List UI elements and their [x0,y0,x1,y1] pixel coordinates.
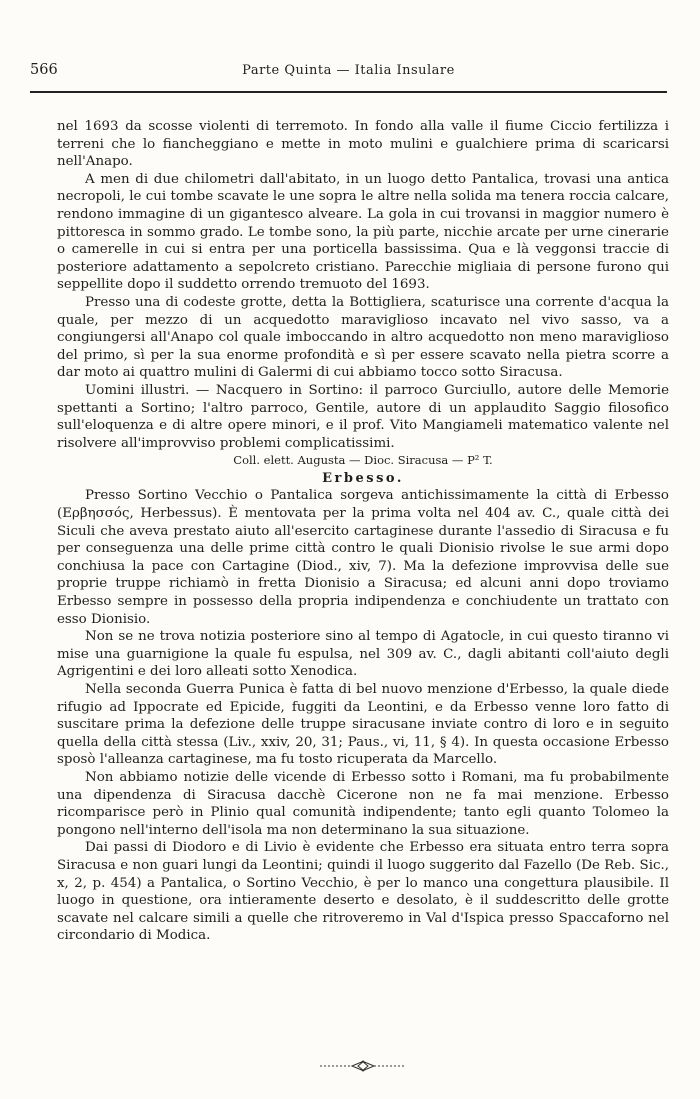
running-head: Parte Quinta — Italia Insulare [242,63,455,78]
paragraph: Dai passi di Diodoro e di Livio è evidente che Erbesso era situata entro terra sopra Siracusa e non guari lungi da Leontini; quindi il luogo suggerito dal Fazello (De Reb. Sic., x, 2, p. 454) a Pantalica, o Sortino Vecchio, è per lo manco una congettura plausibile. Il luogo in questione, ora intieramente deserto e desolato, è il suddescritto delle grotte scavate nel calcare simili a quelle che ritroveremo in Val d'Ispica presso Spaccaforno nel circondario di Modica. [57,840,669,944]
paragraph: Presso Sortino Vecchio o Pantalica sorgeva antichissimamente la città di Erbesso (Ερβησσός, Herbessus). È mentovata per la prima volta nel 404 av. C., quale città dei Siculi che aveva prestato aiuto all'esercito cartaginese durante l'assedio di Siracusa e fu per conseguenza una delle prime città contro le quali Dionisio rivolse le sue armi dopo conchiusa la pace con Cartagine (Diod., xiv, 7). Ma la defezione improvvisa delle sue proprie truppe richiamò in fretta Dionisio a Siracusa; ed alcuni anni dopo troviamo Erbesso sempre in possesso della propria indipendenza e conchiudente un trattato con esso Dionisio. [57,488,669,627]
ornament-icon [318,1057,408,1075]
section-title: Erbesso. [322,470,404,486]
page-number: 566 [30,62,58,78]
paragraph: Uomini illustri. — Nacquero in Sortino: il parroco Gurciullo, autore delle Memorie spettanti a Sortino; l'altro parroco, Gentile, autore di un applaudito Saggio filosofico sull'eloquenza e di altre opere minori, e il prof. Vito Mangiameli matematico valente nel risolvere all'improvviso problemi complicatissimi. [57,382,669,451]
page-header [30,62,667,84]
body-text [57,118,669,945]
paragraph: Nella seconda Guerra Punica è fatta di bel nuovo menzione d'Erbesso, la quale diede rifugio ad Ippocrate ed Epicide, fuggiti da Leontini, e da Erbesso venne loro fatto di suscitare prima la defezione delle truppe siracusane inviate contro di loro e in seguito quella della città stessa (Liv., xxiv, 20, 31; Paus., vi, 11, § 4). In questa occasione Erbesso sposò l'alleanza cartaginese, ma fu tosto ricuperata da Marcello. [57,682,669,768]
credit-line: Coll. elett. Augusta — Dioc. Siracusa — P² T. [233,453,493,468]
paragraph: Presso una di codeste grotte, detta la Bottigliera, scaturisce una corrente d'acqua la quale, per mezzo di un acquedotto maraviglioso incavato nel vivo sasso, va a congiungersi all'Anapo col quale imboccando in altro acquedotto non meno maraviglioso del primo, sì per la sua enorme profondità e sì per essere scavato nella pietra scorre a dar moto ai quattro mulini di Galermi di cui abbiamo tocco sotto Siracusa. [57,294,669,381]
paragraph: Non abbiamo notizie delle vicende di Erbesso sotto i Romani, ma fu probabilmente una dipendenza di Siracusa dacchè Cicerone non ne fa mai menzione. Erbesso ricomparisce però in Plinio qual comunità indipendente; tanto egli quanto Tolomeo la pongono nell'interno dell'isola ma non determinano la sua situazione. [57,769,669,838]
paragraph: nel 1693 da scosse violenti di terremoto. In fondo alla valle il fiume Ciccio fertilizza i terreni che lo fiancheggiano e mette in moto mulini e gualchiere prima di scaricarsi nell'Anapo. [57,119,669,170]
paragraph: A men di due chilometri dall'abitato, in un luogo detto Pantalica, trovasi una antica necropoli, le cui tombe scavate le une sopra le altre nella solida ma tenera roccia calcare, rendono immagine di un gigantesco alveare. La gola in cui trovansi in maggior numero è pittoresca in sommo grado. Le tombe sono, la più parte, nicchie arcate per urne cinerarie o camerelle in cui si entra per una porticella bassissima. Qua e là veggonsi traccie di posteriore adattamento a sepolcreto cristiano. Parecchie migliaia di persone furono qui seppellite dopo il suddetto orrendo tremuoto del 1693. [57,171,669,293]
paragraph: Non se ne trova notizia posteriore sino al tempo di Agatocle, in cui questo tiranno vi mise una guarnigione la quale fu espulsa, nel 309 av. C., dagli abitanti coll'aiuto degli Agrigentini e dei loro alleati sotto Xenodica. [57,629,669,680]
header-rule [30,91,667,93]
